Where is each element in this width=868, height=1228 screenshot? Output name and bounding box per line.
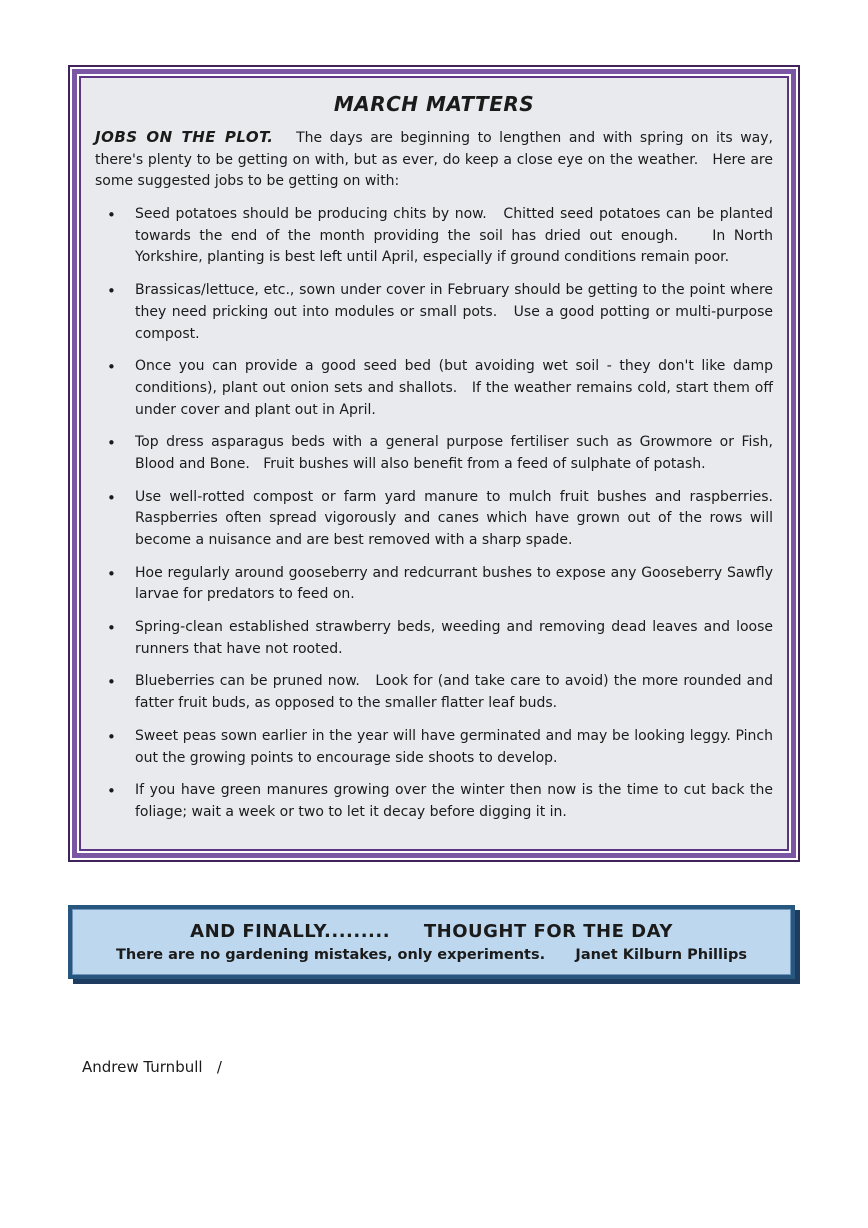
list-item: • Hoe regularly around gooseberry and redcurrant bushes to expose any Gooseberry Sawfly larvae for predators to feed on. — [95, 563, 773, 606]
list-item: • Seed potatoes should be producing chits by now. Chitted seed potatoes can be planted towards the end of the month providing the soil has dried out enough. In North Yorkshire, planting is best left until April, especially if ground conditions remain poor. — [95, 204, 773, 269]
list-item: • Once you can provide a good seed bed (but avoiding wet soil - they don't like damp conditions), plant out onion sets and shallots. If the weather remains cold, start them off under cover and plant out in April. — [95, 356, 773, 421]
list-item: • Brassicas/lettuce, etc., sown under cover in February should be getting to the point where they need pricking out into modules or small pots. Use a good potting or multi-purpose compost. — [95, 280, 773, 345]
newsletter-box — [68, 65, 800, 862]
thought-quote: There are no gardening mistakes, only experiments. Janet Kilburn Phillips — [116, 947, 747, 963]
list-item: • Top dress asparagus beds with a general purpose fertiliser such as Growmore or Fish, Blood and Bone. Fruit bushes will also benefit from a feed of sulphate of potash. — [95, 432, 773, 475]
author-line: Andrew Turnbull / — [82, 1058, 222, 1076]
newsletter-box-content — [79, 76, 789, 851]
newsletter-title: MARCH MATTERS — [333, 92, 535, 116]
thought-box — [68, 905, 795, 979]
jobs-list — [95, 204, 778, 824]
intro-lead: JOBS ON THE PLOT. — [95, 128, 274, 146]
list-item: • If you have green manures growing over the winter then now is the time to cut back the foliage; wait a week or two to let it decay before digging it in. — [95, 780, 773, 823]
list-item: • Use well-rotted compost or farm yard manure to mulch fruit bushes and raspberries. Raspberries often spread vigorously and canes which have grown out of the rows will become a nuisance and are best removed with a sharp spade. — [95, 487, 773, 552]
thought-heading: AND FINALLY......... THOUGHT FOR THE DAY — [190, 921, 673, 942]
intro-body: The days are beginning to lengthen and with spring on its way, there's plenty to be getting on with, but as ever, do keep a close eye on the weather. Here are some suggested jobs to be getting on with: — [95, 130, 778, 190]
list-item: • Blueberries can be pruned now. Look for (and take care to avoid) the more rounded and fatter fruit buds, as opposed to the smaller flatter leaf buds. — [95, 671, 773, 714]
list-item: • Spring-clean established strawberry beds, weeding and removing dead leaves and loose runners that have not rooted. — [95, 617, 773, 660]
newsletter-box-mid-border — [72, 69, 796, 858]
intro-paragraph — [95, 126, 778, 193]
list-item: • Sweet peas sown earlier in the year will have germinated and may be looking leggy. Pinch out the growing points to encourage side shoots to develop. — [95, 726, 773, 769]
